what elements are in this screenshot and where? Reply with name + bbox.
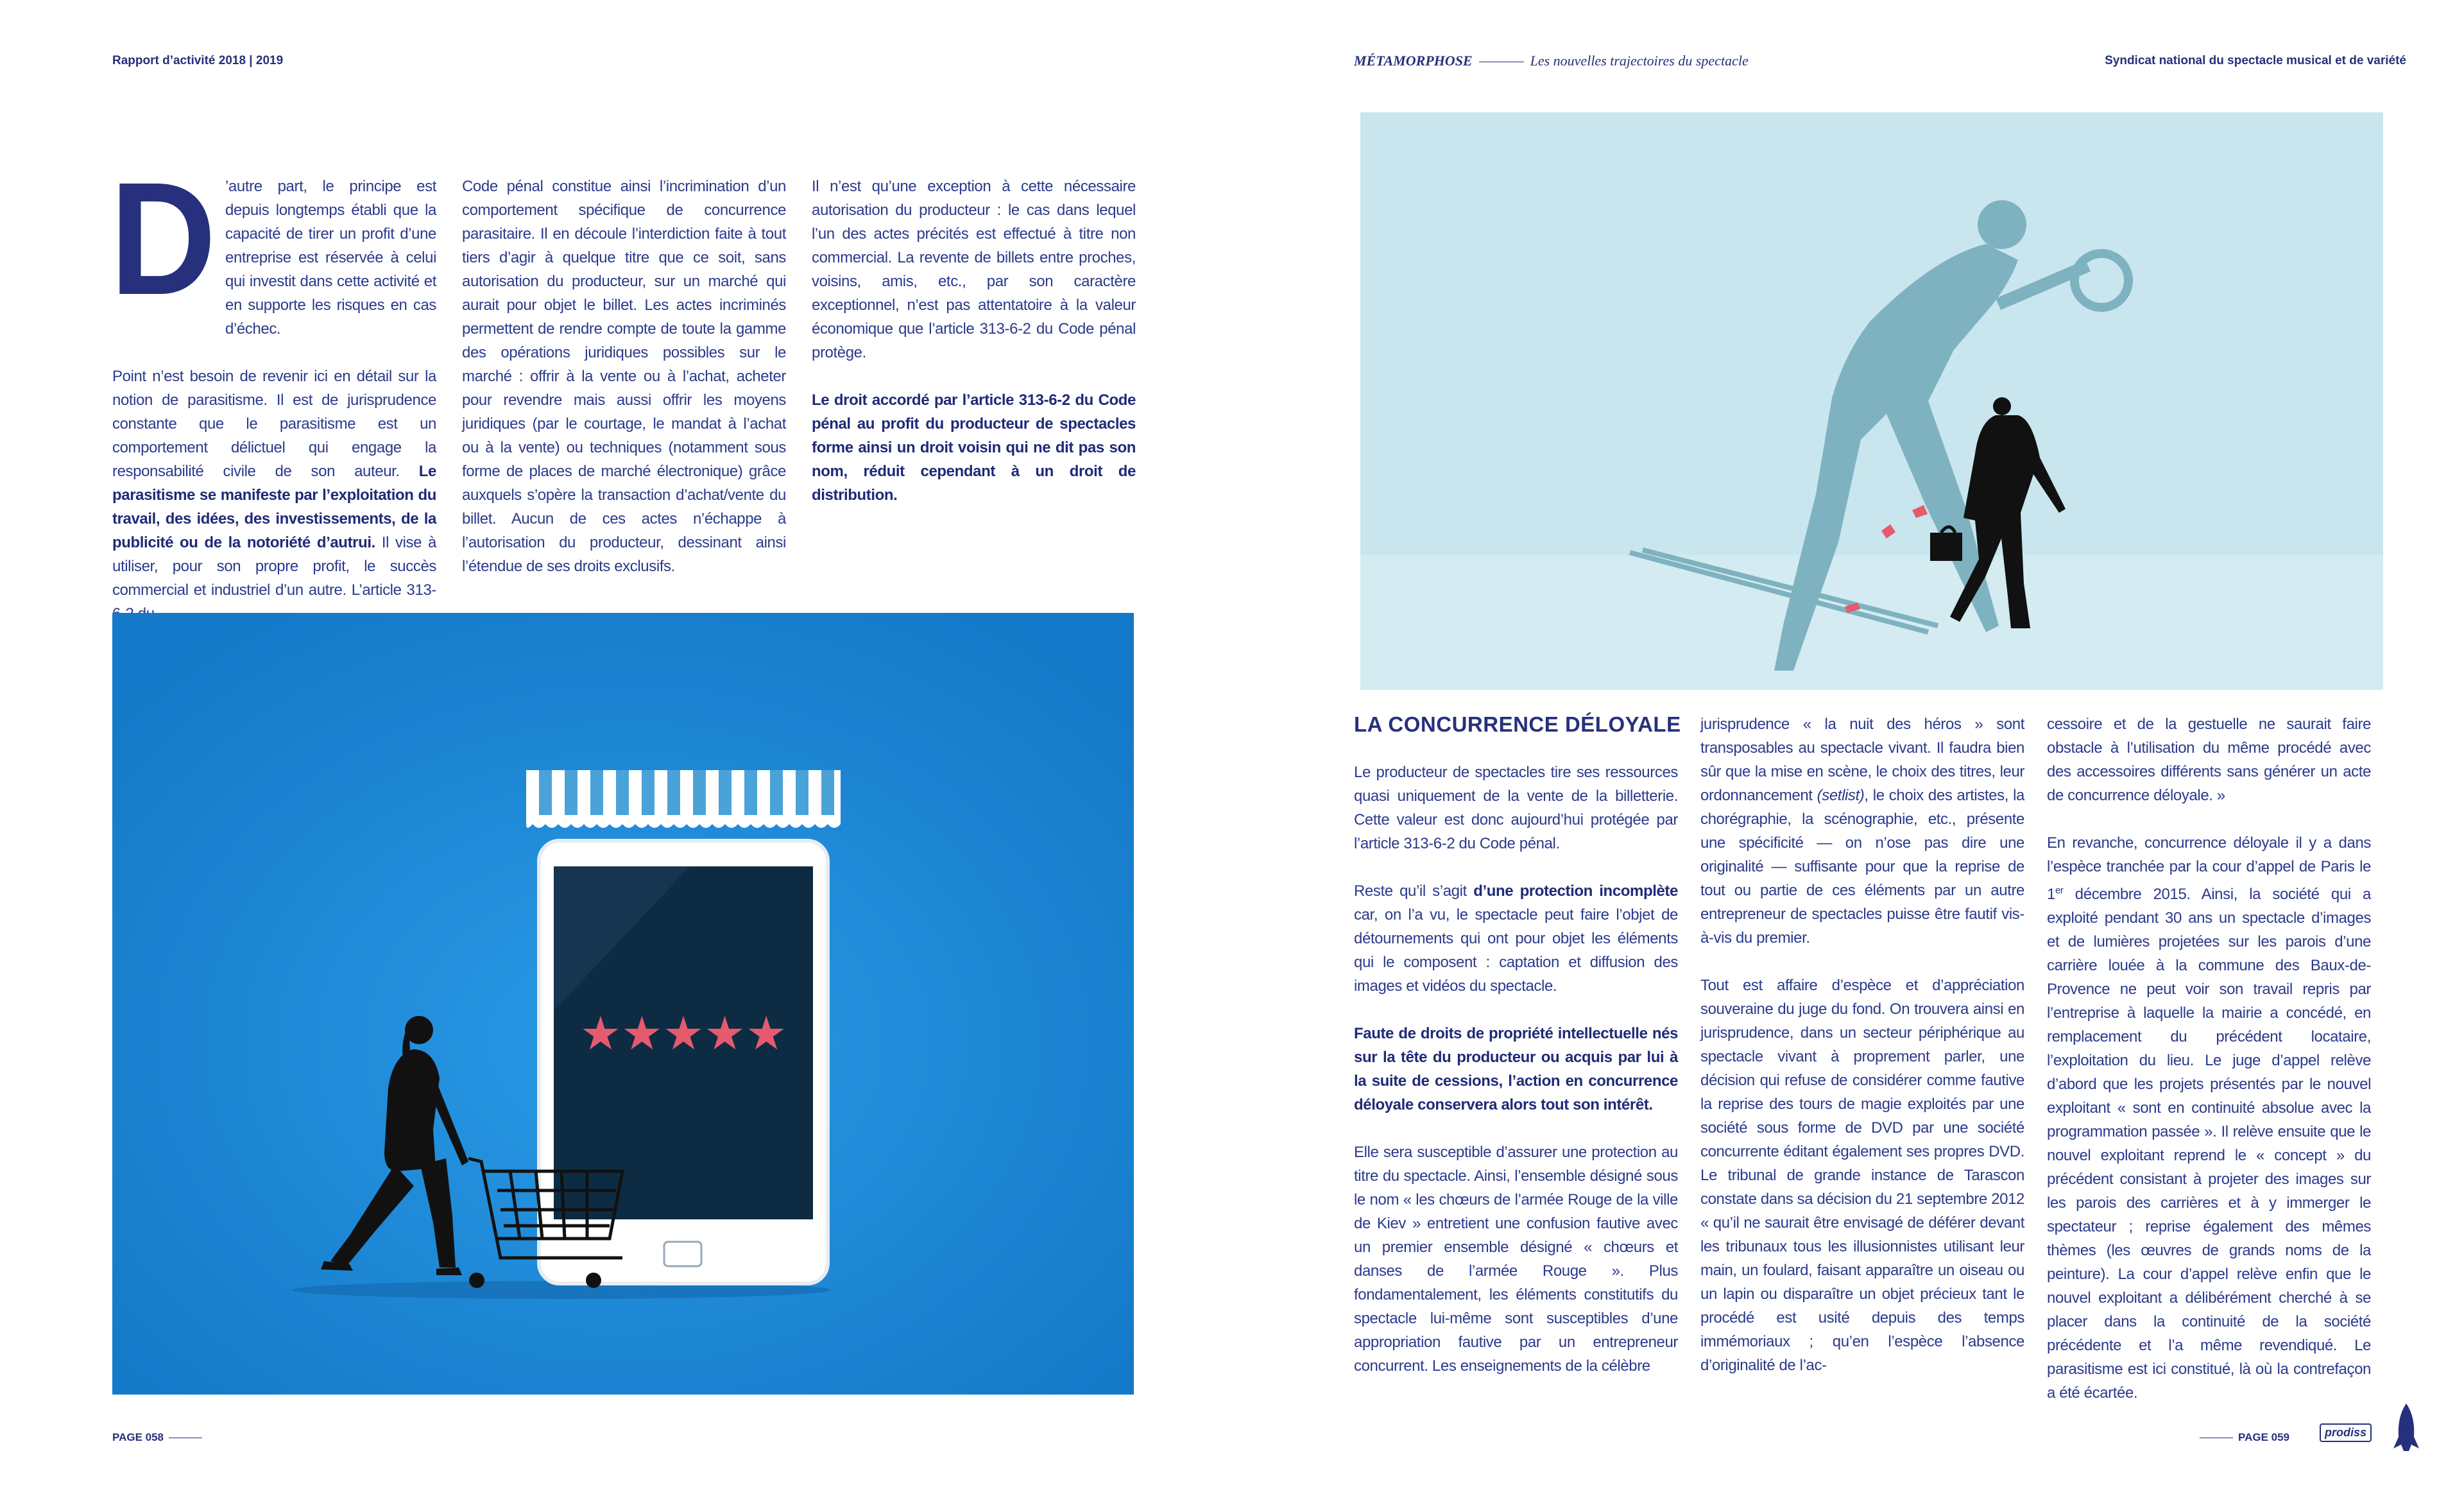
page-number-right: PAGE 059 <box>2194 1431 2289 1444</box>
right-col2-para1: jurisprudence « la nuit des héros » sont transposables au spectacle vivant. Il faudra bien sûr que la mise en scène, le choix des titres, leur ordonnancement (setlist), le choix des artistes, la chorégraphie, la scénographie, etc., présente une spécificité — on n’ose pas dire une originalité — suffisante pour que la reprise de tout ou partie de ces éléments par un autre entrepreneur de spectacles puisse être fautif vis-à-vis du premier. <box>1700 716 2024 947</box>
prodiss-logo: prodiss <box>2320 1423 2372 1442</box>
shadow-detective-illustration <box>1360 112 2383 690</box>
right-col1-para3: Faute de droits de propriété intellectuelle nés sur la tête du producteur ou acquis par lui à la suite de cessions, l’action en concurrence déloyale conservera alors tout son intérêt. <box>1354 1025 1678 1113</box>
left-col3-para2: Le droit accordé par l’article 313-6-2 du Code pénal au profit du producteur de spectacles forme ainsi un droit voisin qui ne dit pas son nom, réduit cependant à un droit de distribution. <box>812 391 1136 504</box>
right-col1-para1: Le producteur de spectacles tire ses ressources quasi uniquement de la vente de la billetterie. Cette valeur est donc aujourd’hui protégée par l’article 313-6-2 du Code pénal. <box>1354 764 1678 852</box>
rocket-icon <box>2392 1402 2420 1454</box>
right-col-2 <box>1700 712 2024 1377</box>
section-title: LA CONCURRENCE DÉLOYALE <box>1354 712 1681 736</box>
left-col-3 <box>812 175 1136 507</box>
right-col3-para1: cessoire et de la gestuelle ne saurait faire obstacle à l’utilisation du même procédé avec des accessoires différents sans générer un acte de concurrence déloyale. » <box>2047 716 2371 804</box>
right-col2-para2: Tout est affaire d’espèce et d’appréciation souveraine du juge du fond. On trouvera ainsi en jurisprudence, dans un secteur périphérique au spectacle vivant à proprement parler, une décision qui refuse de considérer comme fautive la reprise des tours de magie exploités par une société sous forme de DVD par une société concurrente éditant également ses propres DVD. Le tribunal de grande instance de Tarascon constate dans sa décision du 21 septembre 2012 « qu’il ne saurait être envisagé de déférer devant les tribunaux tous les illusionnistes utilisant leur main, un foulard, faisant apparaître un oiseau ou un lapin ou disparaître un objet précieux tant le procédé est usité depuis des temps immémoriaux ; qu’en l’espèce l’absence d’originalité de l’ac- <box>1700 977 2024 1374</box>
running-header-center <box>1354 53 1749 69</box>
rating-stars: ★★★★★ <box>579 1006 787 1060</box>
left-col-1 <box>110 149 436 626</box>
left-col-2 <box>462 175 786 578</box>
right-col1-para4: Elle sera susceptible d’assurer une protection au titre du spectacle. Ainsi, l’ensemble désigné sous le nom « les chœurs de l’armée Rouge de la ville de Kiev » entretient une confusion fautive avec un premier ensemble désigné « chœurs et danses de l’armée Rouge ». Plus fondamentalement, les éléments constitutifs du spectacle lui-même sont susceptibles d’une appropriation fautive par un entrepreneur concurrent. Les enseignements de la célèbre <box>1354 1144 1678 1375</box>
right-col1-para2: Reste qu’il s’agit d’une protection incomplète car, on l’a vu, le spectacle peut faire l’objet de détournements qui ont pour objet les éléments qui le composent : captation et diffusion des images et vidéos du spectacle. <box>1354 882 1678 995</box>
running-header-left: Rapport d’activité 2018 | 2019 <box>112 54 284 67</box>
shop-phone-svg <box>112 613 1134 1395</box>
page-number-left: PAGE 058 <box>112 1431 207 1444</box>
right-col3-para2: En revanche, concurrence déloyale il y a dans l’espèce tranchée par la cour d’appel de Paris le 1er décembre 2015. Ainsi, la société qui a exploité pendant 30 ans un spectacle d’images et de lumières projetées sur les parois d’une carrière louée à la commune des Baux-de-Provence ne peut voir son travail repris par l’entreprise à laquelle la mairie a concédé, en remplacement du précédent locataire, l’exploitation du lieu. Le juge d’appel relève d’abord que les projets présentés par le nouvel exploitant « sont en continuité absolue avec la programmation passée ». Il relève ensuite que le nouvel exploitant reprend le « concept » du précédent consistant à projeter des images sur les parois des carrières et à y immerger le spectateur ; reprise également des mêmes thèmes (les œuvres de grands noms de la peinture). La cour d’appel relève enfin que le nouvel exploitant a délibérément cherché à se placer dans la continuité de la société précédente et l’a même revendiqué. Le parasitisme est ici constitué, là où la contrefaçon a été écartée. <box>2047 834 2371 1402</box>
shop-phone-illustration <box>112 613 1134 1395</box>
magazine-title: MÉTAMORPHOSE <box>1354 53 1473 69</box>
right-col-3 <box>2047 712 2371 1405</box>
drop-cap: D <box>110 149 216 328</box>
left-col1-para1: ’autre part, le principe est depuis longtemps établi que la capacité de tirer un profit d’une entreprise est réservée à celui qui investit dans cette activité et en supporte les risques en cas d’échec. <box>225 178 436 338</box>
right-col-1 <box>1354 760 1678 1378</box>
running-header-right: Syndicat national du spectacle musical et de variété <box>2105 54 2406 67</box>
shadow-detective-svg <box>1360 112 2383 690</box>
left-col3-para1: Il n’est qu’une exception à cette nécessaire autorisation du producteur : le cas dans lequel l’un des actes précités est effectué à titre non commercial. La revente de billets entre proches, voisins, amis, etc., par son caractère exceptionnel, n’est pas attentatoire à la valeur économique que l’article 313-6-2 du Code pénal protège. <box>812 178 1136 361</box>
magazine-subtitle: Les nouvelles trajectoires du spectacle <box>1530 53 1749 69</box>
left-col2-para: Code pénal constitue ainsi l’incrimination d’un comportement spécifique de concurrence parasitaire. Il en découle l’interdiction faite à tout tiers d’agir à quelque titre que ce soit, sans autorisation du producteur, sur un marché qui aurait pour objet le billet. Les actes incriminés permettent de rendre compte de toute la gamme des opérations juridiques possibles sur le marché : offrir à la vente ou à l’achat, acheter pour revendre mais aussi offrir les moyens juridiques (par le courtage, le mandat à l’achat ou à la vente) ou techniques (notamment sous forme de places de marché électronique) grâce auxquels s’opère la transaction d’achat/vente du billet. Aucun de ces actes n’échappe à l’autorisation du producteur, dessinant ainsi l’étendue de ses droits exclusifs. <box>462 178 786 575</box>
left-col1-para2: Point n’est besoin de revenir ici en détail sur la notion de parasitisme. Il est de jurisprudence constante que le parasitisme est un comportement délictuel qui engage la responsabilité civile de son auteur. Le parasitisme se manifeste par l’exploitation du travail, des idées, des investissements, de la publicité ou de la notoriété d’autrui. Il vise à utiliser, pour son propre profit, le succès commercial et industriel d’un autre. L’article 313- <box>112 368 436 599</box>
